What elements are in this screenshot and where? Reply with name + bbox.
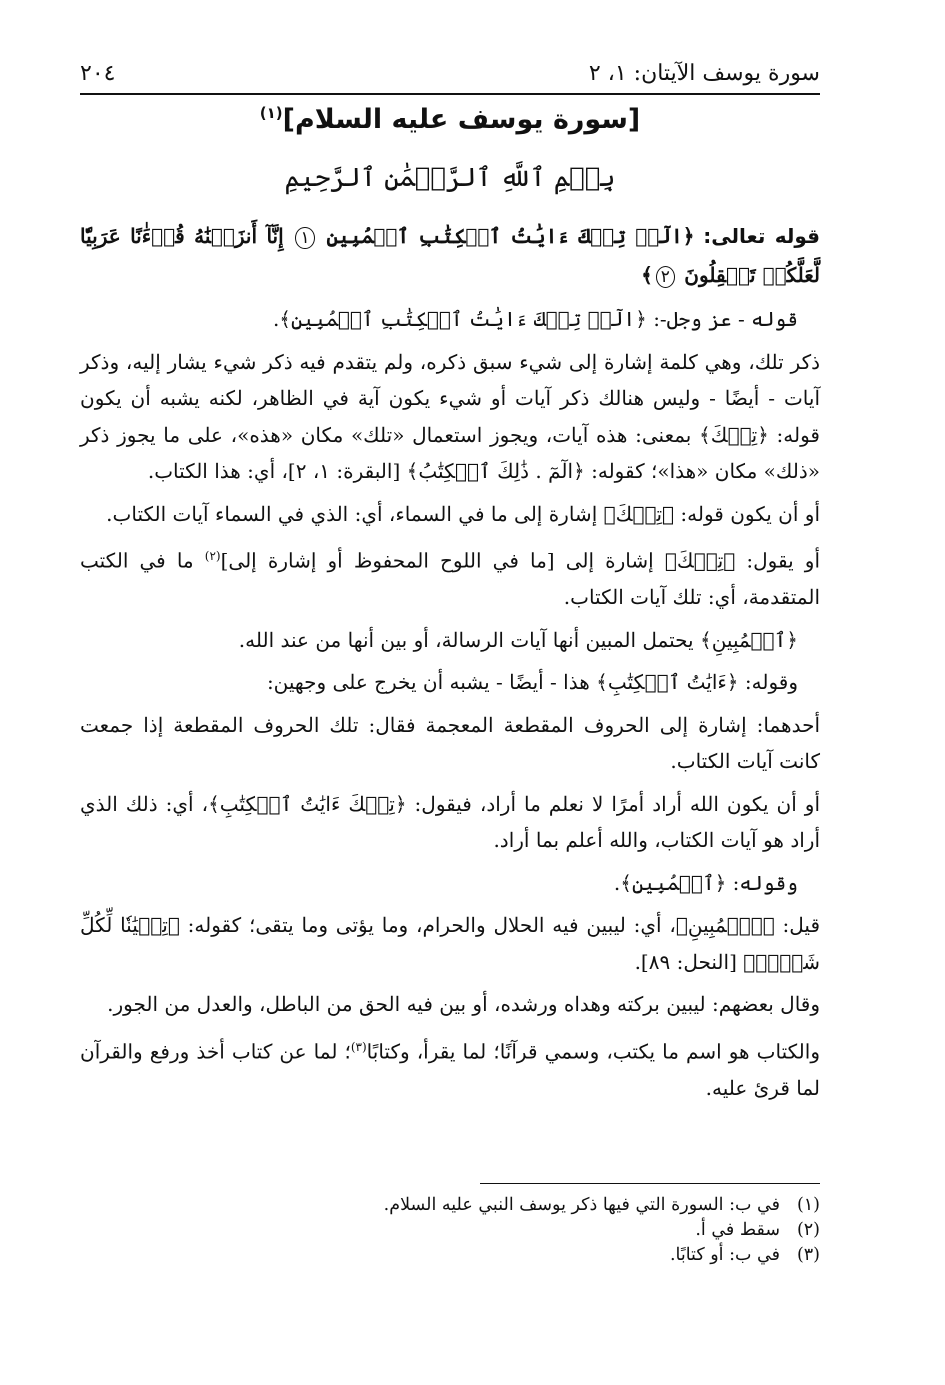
paragraph: قيل: ﴿ٱلۡمُبِينِ﴾، أي: ليبين فيه الحلال والحرام، وما يؤتى وما يتقى؛ كقوله: ﴿تِبۡيَٰنٗا لِّكُلِّ شَيۡءٖ﴾ [النحل: ٨٩]. bbox=[80, 913, 820, 974]
footnote-ref: (٢) bbox=[204, 549, 221, 563]
footnote-number: (٣) bbox=[796, 1245, 820, 1265]
footnote-ref: (٣) bbox=[350, 1039, 367, 1054]
footnote-text: سقط في أ. bbox=[695, 1220, 780, 1240]
basmala: بِسۡمِ ٱللَّهِ ٱلرَّحۡمَٰنِ ٱلرَّحِيمِ bbox=[284, 163, 616, 193]
paragraph: ذكر تلك، وهي كلمة إشارة إلى شيء سبق ذكره، ولم يتقدم فيه ذكر شيء يشار إليه، وذكر آيات - أيضًا - وليس هنالك ذكر آيات أو شيء يكون آية في الظاهر، لكنه يشبه أن يكون قوله: ﴿تِلۡكَ﴾ بمعنى: هذه آيات، ويجوز استعمال «تلك» مكان «هذه»، على ما يجوز ذكر «ذلك» مكان «هذا»؛ كقوله: ﴿الٓمٓ . ذَٰلِكَ ٱلۡكِتَٰبُ﴾ [البقرة: ١، ٢]، أي: هذا الكتاب. bbox=[80, 349, 820, 483]
footnote-text: في ب: السورة التي فيها ذكر يوسف النبي عليه السلام. bbox=[383, 1195, 780, 1215]
page-header bbox=[80, 56, 820, 90]
footnote bbox=[80, 1243, 820, 1268]
verse-line bbox=[80, 218, 820, 295]
paragraph: أو أن يكون الله أراد أمرًا لا نعلم ما أراد، فيقول: ﴿تِلۡكَ ءَايَٰتُ ٱلۡكِتَٰبِ﴾، أي: ذلك الذي أراد هو آيات الكتاب، والله أعلم بما أراد. bbox=[80, 791, 820, 853]
footnote-text: في ب: أو كتابًا. bbox=[669, 1245, 780, 1265]
paragraph: وقوله: ﴿ٱلۡمُبِينِ﴾. bbox=[613, 870, 798, 895]
footnote-rule bbox=[480, 1183, 820, 1184]
verse-text-a: ﴿الٓرۚ تِلۡكَ ءَايَٰتُ ٱلۡكِتَٰبِ ٱلۡمُبِينِ bbox=[326, 224, 695, 248]
footnote-number: (١) bbox=[796, 1195, 820, 1215]
footnote-number: (٢) bbox=[796, 1220, 820, 1240]
paragraph-text: ما في الكتب المتقدمة، أي: تلك آيات الكتاب. bbox=[80, 548, 820, 610]
footnote bbox=[80, 1193, 820, 1218]
ayah-number-marker: ١ bbox=[295, 227, 314, 249]
ayah-number-marker: ٢ bbox=[656, 266, 675, 288]
paragraph: أو أن يكون قوله: ﴿تِلۡكَ﴾ إشارة إلى ما في السماء، أي: الذي في السماء آيات الكتاب. bbox=[106, 501, 820, 526]
paragraph: وقال بعضهم: ليبين بركته وهداه ورشده، أو بين فيه الحق من الباطل، والعدل من الجور. bbox=[107, 992, 820, 1017]
paragraph-text: والكتاب هو اسم ما يكتب، وسمي قرآنًا؛ لما يقرأ، وكتابًا bbox=[366, 1039, 820, 1064]
footnote-ref: (١) bbox=[259, 104, 283, 122]
main-text bbox=[80, 218, 820, 1112]
paragraph: وقوله: ﴿ءَايَٰتُ ٱلۡكِتَٰبِ﴾ هذا - أيضًا - يشبه أن يخرج على وجهين: bbox=[266, 670, 798, 695]
paragraph bbox=[80, 1029, 820, 1107]
verse-lead: قوله تعالى: bbox=[703, 224, 821, 248]
paragraph-text: أو يقول: ﴿تِلۡكَ﴾ إشارة إلى [ما في اللوح المحفوظ أو إشارة إلى] bbox=[220, 548, 820, 573]
footnotes bbox=[80, 1193, 820, 1268]
paragraph: أحدهما: إشارة إلى الحروف المقطعة المعجمة فقال: تلك الحروف المقطعة إذا جمعت كانت آيات الكتاب. bbox=[80, 712, 820, 774]
paragraph: قوله - عز وجل-: ﴿الٓرۚ تِلۡكَ ءَايَٰتُ ٱلۡكِتَٰبِ ٱلۡمُبِينِ﴾. bbox=[272, 307, 798, 331]
running-title: سورة يوسف الآيتان: ١، ٢ bbox=[588, 60, 820, 86]
paragraph: ﴿ٱلۡمُبِينِ﴾ يحتمل المبين أنها آيات الرسالة، أو بين أنها من عند الله. bbox=[238, 627, 798, 652]
verse-text-b: إِنَّآ أَنزَلۡنَٰهُ قُرۡءَٰنًا عَرَبِيّٗا لَّعَلَّكُمۡ تَعۡقِلُونَ bbox=[80, 224, 820, 287]
verse-close: ﴾ bbox=[641, 262, 653, 287]
page-number: ٢٠٤ bbox=[80, 60, 116, 86]
paragraph bbox=[80, 538, 820, 616]
header-rule bbox=[80, 93, 820, 95]
surah-title bbox=[80, 104, 820, 135]
paragraph-text: ؛ لما عن كتاب أخذ ورفع والقرآن لما قرئ عليه. bbox=[80, 1039, 820, 1100]
footnote bbox=[80, 1218, 820, 1243]
surah-title-text: [سورة يوسف عليه السلام] bbox=[282, 104, 641, 135]
